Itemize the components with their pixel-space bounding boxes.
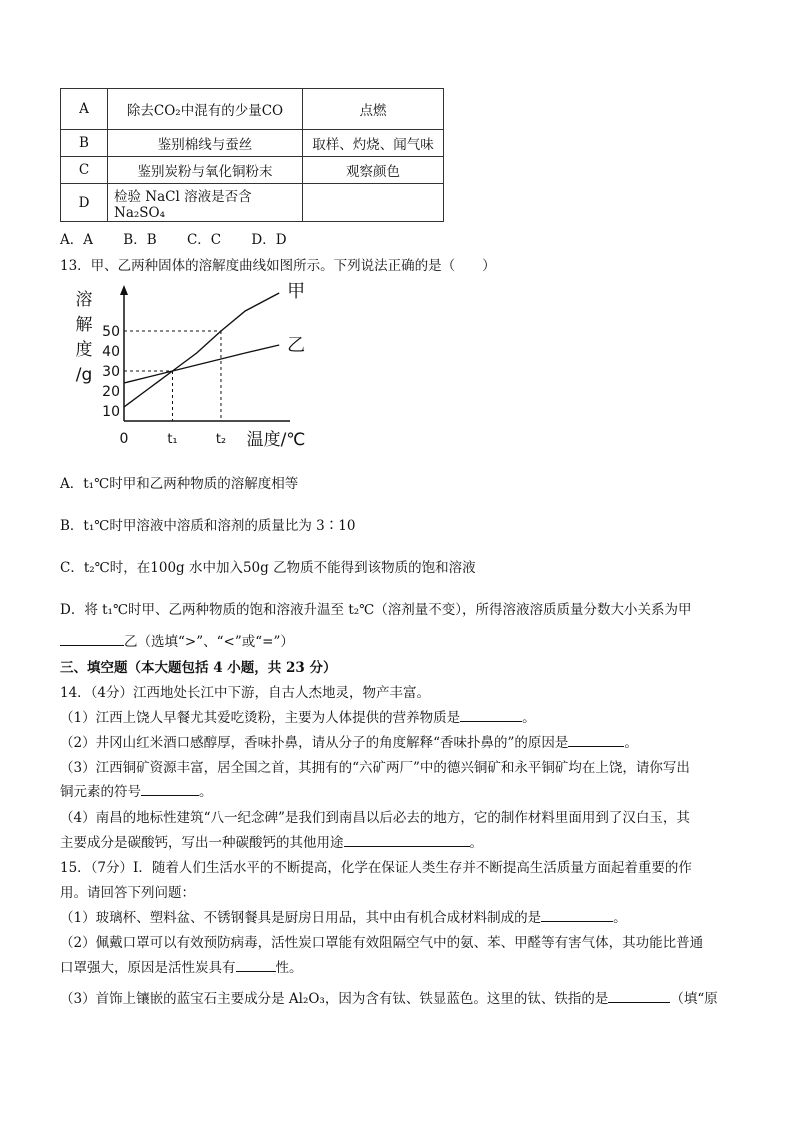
row-label: C (61, 157, 108, 184)
table-row (61, 184, 444, 222)
q13-option-c[interactable]: C．t₂℃时，在100g 水中加入50g 乙物质不能得到该物质的饱和溶液 (60, 560, 476, 576)
q13-option-d-line2 (60, 630, 294, 650)
answer-blank[interactable] (541, 907, 613, 922)
q12-options (60, 228, 287, 248)
row-purpose: 鉴别棉线与蚕丝 (108, 130, 303, 157)
q14-part2-text: （2）井冈山红米酒口感醇厚，香味扑鼻，请从分子的角度解释“香味扑鼻的”的原因是 (60, 735, 569, 751)
q14-part4-text: 主要成分是碳酸钙，写出一种碳酸钙的其他用途 (60, 835, 344, 851)
answer-blank[interactable] (344, 832, 470, 847)
answer-blank[interactable] (460, 707, 522, 722)
q14-part1 (60, 706, 536, 726)
q14-part4-line1: （4）南昌的地标性建筑“八一纪念碑”是我们到南昌以后必去的地方，它的制作材料里面用到了汉白玉，其 (60, 810, 690, 826)
row-method: 点燃 (303, 89, 444, 130)
section-title: 三、填空题（本大题包括 4 小题，共 23 分） (60, 660, 337, 676)
row-method: 观察颜色 (303, 157, 444, 184)
q15-part3 (60, 987, 718, 1007)
x-axis-label: 温度/℃ (246, 430, 306, 450)
row-method (303, 184, 444, 222)
row-purpose: 检验 NaCl 溶液是否含 Na₂SO₄ (108, 184, 303, 222)
q14-part1-text: （1）江西上饶人早餐尤其爱吃烫粉，主要为人体提供的营养物质是 (60, 710, 461, 726)
y-tick-label: 20 (102, 384, 120, 400)
y-axis-label-char: 度 (75, 340, 93, 360)
q14-part4-end: 。 (469, 835, 483, 851)
q14-stem: 14．（4分）江西地处长江中下游，自古人杰地灵，物产丰富。 (60, 685, 431, 701)
q14-part3-line1: （3）江西铜矿资源丰富，居全国之首，其拥有的“六矿两厂”中的德兴铜矿和永平铜矿均在上饶，请你写出 (60, 760, 690, 776)
table-row (61, 89, 444, 130)
q15-part1 (60, 906, 627, 926)
q15-part1-text: （1）玻璃杯、塑料盆、不锈钢餐具是厨房日用品，其中由有机合成材料制成的是 (60, 910, 542, 926)
q13-option-b[interactable]: B．t₁℃时甲溶液中溶质和溶剂的质量比为 3∶10 (60, 518, 356, 534)
q14-part3-end: 。 (199, 784, 213, 800)
y-axis-label-char: 解 (75, 315, 93, 335)
answer-blank[interactable] (60, 631, 124, 646)
row-label: A (61, 89, 108, 130)
row-label: B (61, 130, 108, 157)
q14-part3-text: 铜元素的符号 (60, 784, 141, 800)
series-label: 甲 (287, 281, 306, 302)
q12-option-d[interactable]: D．D (251, 232, 287, 248)
y-axis-label-char: 溶 (75, 290, 93, 310)
q13-option-d-line1[interactable]: D．将 t₁℃时甲、乙两种物质的饱和溶液升温至 t₂℃（溶剂量不变），所得溶液溶质质量分数大小关系为甲 (60, 602, 692, 618)
row-method: 取样、灼烧、闻气味 (303, 130, 444, 157)
options-table (60, 88, 444, 222)
q14-part1-end: 。 (522, 710, 536, 726)
q15-stem-line1: 15．（7分）Ⅰ．随着人们生活水平的不断提高，化学在保证人类生存并不断提高生活质量方面起着重要的作 (60, 860, 692, 876)
q14-part2 (60, 731, 638, 751)
q15-part2-end: 性。 (275, 960, 303, 976)
row-label: D (61, 184, 108, 222)
q15-part2-line1: （2）佩戴口罩可以有效预防病毒，活性炭口罩能有效阻隔空气中的氨、苯、甲醛等有害气体，其功能比普通 (60, 935, 704, 951)
solubility-chart (60, 281, 306, 453)
y-tick-label: 30 (102, 364, 120, 380)
row-purpose: 除去CO₂中混有的少量CO (108, 89, 303, 130)
origin-label: 0 (119, 431, 129, 447)
row-purpose: 鉴别炭粉与氧化铜粉末 (108, 157, 303, 184)
answer-blank[interactable] (141, 781, 199, 796)
q12-option-a[interactable]: A．A (60, 232, 93, 248)
x-tick-label: t₁ (167, 432, 178, 447)
series-label: 乙 (287, 335, 306, 356)
answer-blank[interactable] (568, 732, 624, 747)
q15-part1-end: 。 (613, 910, 627, 926)
q13-stem: 13．甲、乙两种固体的溶解度曲线如图所示。下列说法正确的是（ ） (60, 258, 496, 274)
q12-option-b[interactable]: B．B (123, 232, 157, 248)
table-row (61, 157, 444, 184)
table-row (61, 130, 444, 157)
q15-stem-line2: 用。请回答下列问题： (60, 885, 195, 901)
y-tick-label: 10 (102, 404, 120, 420)
answer-blank[interactable] (608, 988, 670, 1003)
q15-part2-text: 口罩强大，原因是活性炭具有 (60, 960, 236, 976)
q13-option-a[interactable]: A．t₁℃时甲和乙两种物质的溶解度相等 (60, 476, 299, 492)
y-axis-label-char: /g (75, 365, 93, 385)
x-tick-label: t₂ (215, 432, 227, 447)
q15-part3-end: （填“原 (670, 991, 718, 1007)
y-tick-label: 40 (102, 344, 120, 360)
answer-blank[interactable] (236, 957, 276, 972)
q14-part4-line2 (60, 831, 483, 851)
q15-part2-line2 (60, 956, 303, 976)
y-tick-label: 50 (102, 324, 120, 340)
q15-part3-text: （3）首饰上镶嵌的蓝宝石主要成分是 Al₂O₃，因为含有钛、铁显蓝色。这里的钛、铁指的是 (60, 991, 609, 1007)
q13-option-d-tail: 乙（选填“>”、“<”或“=”） (124, 634, 294, 650)
q12-option-c[interactable]: C．C (186, 232, 222, 248)
y-axis-arrow (120, 285, 128, 295)
q14-part2-end: 。 (624, 735, 638, 751)
series-line-yi (124, 345, 279, 383)
q14-part3-line2 (60, 780, 213, 800)
